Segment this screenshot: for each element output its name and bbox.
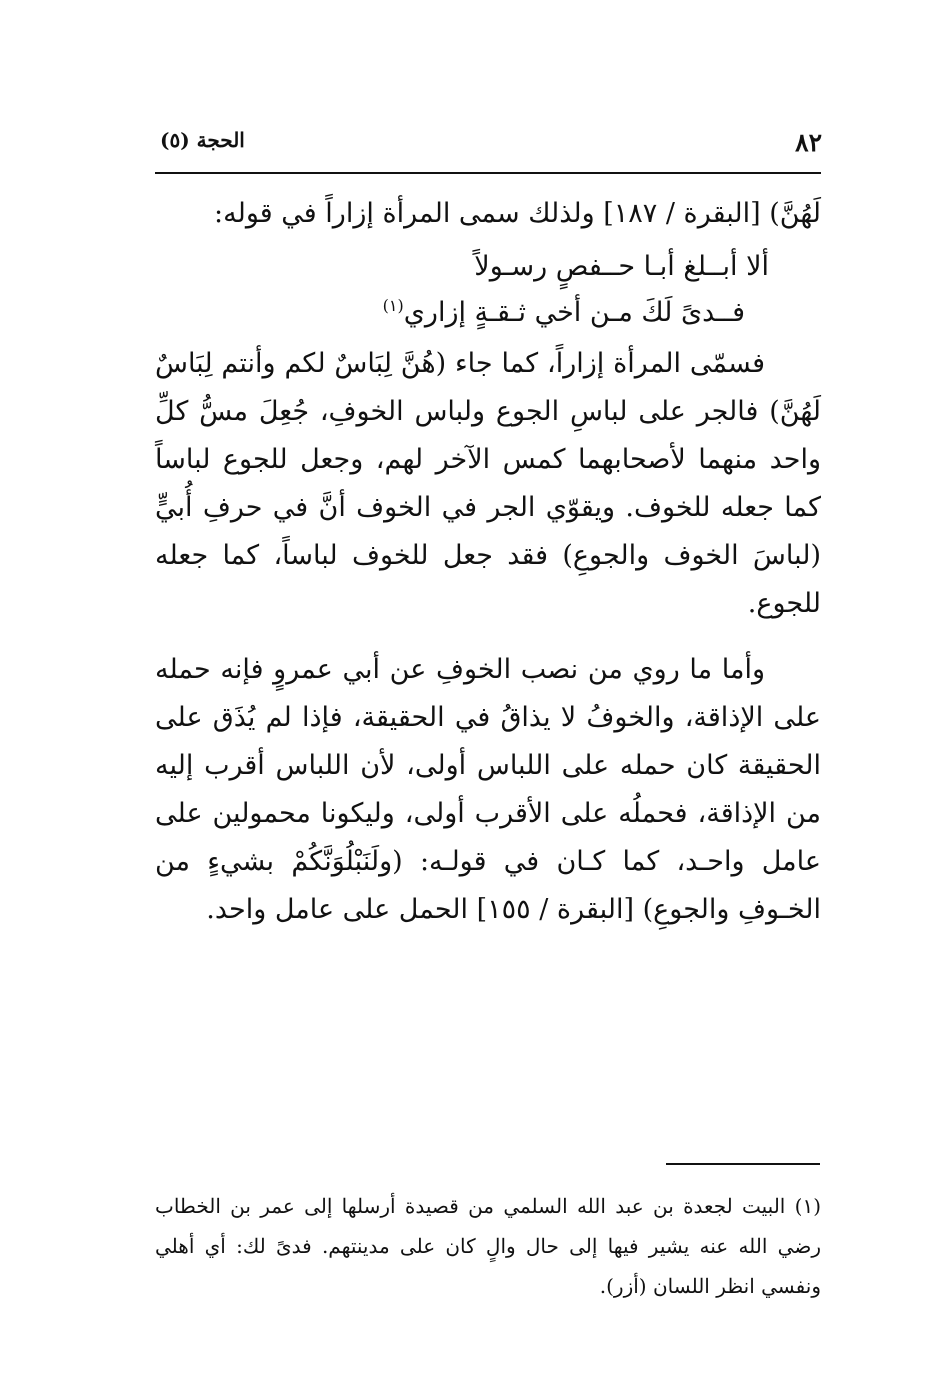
verse-line-1: ألا أبــلغ أبـا حــفصٍ رسـولاً	[474, 251, 769, 282]
main-text	[155, 190, 821, 934]
paragraph-1: فسمّى المرأة إزاراً، كما جاء (هُنَّ لِبَاسٌ لكم وأنتم لِبَاسٌ لَهُنَّ) فالجر على لباسِ الجوع ولباس الخوفِ، جُعِلَ مسُّ كلِّ واحد منهما لأصحابهما كمس الآخر لهم، وجعل للجوع لباساً كما جعله للخوف. ويقوّي الجر في الخوف أنَّ في حرفِ أُبيٍّ (لباسَ الخوف والجوعِ) فقد جعل للخوف لباساً، كما جعله للجوع.	[155, 348, 821, 619]
paragraph-2: وأما ما روي من نصب الخوفِ عن أبي عمروٍ فإنه حمله على الإذاقة، والخوفُ لا يذاقُ في الحقيقة، فإذا لم يُذَق على الحقيقة كان حمله على اللباس أولى، لأن اللباس أقرب إليه من الإذاقة، فحملُه على الأقرب أولى، وليكونا محمولين على عامل واحـد، كما كـان في قولـه: (ولَنَبْلُوَنَّكُمْ بشيءٍ من الخـوفِ والجوعِ) [البقرة / ١٥٥] الحمل على عامل واحد.	[155, 654, 821, 925]
verse-line-2	[155, 290, 769, 336]
footnotes	[155, 1186, 821, 1306]
page-number: ٨٢	[795, 128, 822, 157]
poetry-verse	[155, 244, 821, 336]
footnote-rule	[666, 1163, 820, 1165]
verse-line-2-text: فــدىً لَكَ مـن أخي ثـقـةٍ إزاري	[403, 297, 745, 328]
header-rule	[155, 172, 821, 174]
paragraph-gap	[155, 628, 821, 646]
footnote-1: (١) البيت لجعدة بن عبد الله السلمي من قصيدة أرسلها إلى عمر بن الخطاب رضي الله عنه يشير فيها إلى حال والٍ كان على مدينتهم. فدىً لك: أي أهلي ونفسي انظر اللسان (أزر).	[155, 1194, 821, 1298]
running-title: الحجة (٥)	[160, 128, 245, 152]
footnote-reference: (١)	[382, 296, 404, 315]
opening-line: لَهُنَّ) [البقرة / ١٨٧] ولذلك سمى المرأة إزاراً في قوله:	[214, 198, 821, 229]
